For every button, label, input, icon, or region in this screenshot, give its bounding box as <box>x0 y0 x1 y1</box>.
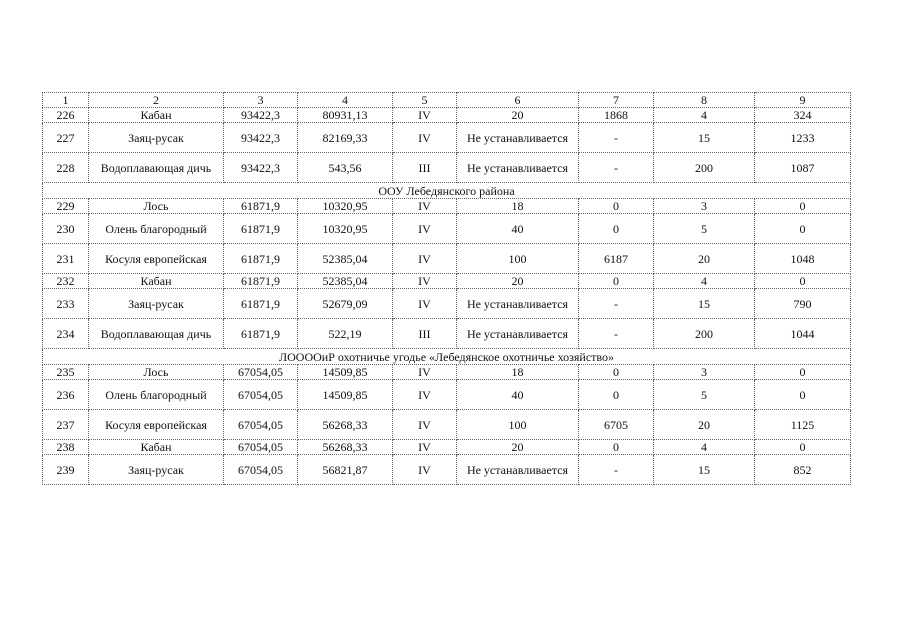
hunting-resources-table <box>42 92 851 485</box>
section-row <box>43 349 851 365</box>
table-cell: 233 <box>43 289 89 319</box>
table-cell: Кабан <box>89 440 224 455</box>
table-cell: 61871,9 <box>224 199 298 214</box>
table-cell: IV <box>393 244 457 274</box>
table-cell: 56821,87 <box>298 455 393 485</box>
table-cell: 20 <box>457 108 579 123</box>
table-cell: 20 <box>654 410 755 440</box>
table-cell: 226 <box>43 108 89 123</box>
table-cell: 52385,04 <box>298 244 393 274</box>
header-cell: 5 <box>393 93 457 108</box>
table-cell: 0 <box>579 440 654 455</box>
section-title: ООУ Лебедянского района <box>43 183 851 199</box>
table-cell: - <box>579 319 654 349</box>
table-cell: 56268,33 <box>298 410 393 440</box>
table-cell: 235 <box>43 365 89 380</box>
table-cell: 0 <box>755 380 851 410</box>
table-cell: 100 <box>457 410 579 440</box>
table-cell: - <box>579 289 654 319</box>
table-row <box>43 455 851 485</box>
table-cell: - <box>579 455 654 485</box>
table-cell: 61871,9 <box>224 289 298 319</box>
table-row <box>43 153 851 183</box>
table-cell: IV <box>393 365 457 380</box>
table-cell: 18 <box>457 365 579 380</box>
table-cell: 67054,05 <box>224 410 298 440</box>
table-cell: Не устанавливается <box>457 455 579 485</box>
table-cell: 10320,95 <box>298 199 393 214</box>
table-cell: 0 <box>579 214 654 244</box>
table-cell: 543,56 <box>298 153 393 183</box>
table-cell: 20 <box>457 440 579 455</box>
table-cell: 0 <box>755 365 851 380</box>
table-cell: 61871,9 <box>224 274 298 289</box>
table-row <box>43 410 851 440</box>
table-row <box>43 365 851 380</box>
table-row <box>43 380 851 410</box>
table-cell: Кабан <box>89 274 224 289</box>
table-cell: 1087 <box>755 153 851 183</box>
table-cell: 93422,3 <box>224 123 298 153</box>
table-cell: Не устанавливается <box>457 153 579 183</box>
table-row <box>43 274 851 289</box>
table-cell: 0 <box>755 274 851 289</box>
table-cell: 6187 <box>579 244 654 274</box>
table-cell: 14509,85 <box>298 365 393 380</box>
table-cell: 230 <box>43 214 89 244</box>
table-cell: 56268,33 <box>298 440 393 455</box>
table-cell: 852 <box>755 455 851 485</box>
header-cell: 8 <box>654 93 755 108</box>
table-cell: Олень благородный <box>89 380 224 410</box>
table-cell: Олень благородный <box>89 214 224 244</box>
table-cell: IV <box>393 123 457 153</box>
table-cell: 80931,13 <box>298 108 393 123</box>
table-cell: Не устанавливается <box>457 123 579 153</box>
table-cell: 40 <box>457 380 579 410</box>
table-cell: Не устанавливается <box>457 319 579 349</box>
table-cell: 61871,9 <box>224 214 298 244</box>
header-cell: 9 <box>755 93 851 108</box>
table-body <box>43 93 851 485</box>
table-cell: 200 <box>654 153 755 183</box>
table-cell: 93422,3 <box>224 153 298 183</box>
table-cell: 0 <box>579 274 654 289</box>
table-cell: 61871,9 <box>224 319 298 349</box>
table-cell: 324 <box>755 108 851 123</box>
table-cell: 0 <box>579 365 654 380</box>
header-cell: 4 <box>298 93 393 108</box>
table-cell: 228 <box>43 153 89 183</box>
table-cell: 1044 <box>755 319 851 349</box>
table-cell: IV <box>393 214 457 244</box>
table-cell: Заяц-русак <box>89 455 224 485</box>
table-cell: IV <box>393 274 457 289</box>
table-cell: Косуля европейская <box>89 244 224 274</box>
table-cell: 238 <box>43 440 89 455</box>
table-cell: 3 <box>654 365 755 380</box>
table-cell: 790 <box>755 289 851 319</box>
table-cell: 14509,85 <box>298 380 393 410</box>
table-cell: 5 <box>654 214 755 244</box>
header-cell: 1 <box>43 93 89 108</box>
table-cell: 1048 <box>755 244 851 274</box>
table-cell: 1233 <box>755 123 851 153</box>
table-cell: Кабан <box>89 108 224 123</box>
table-cell: 229 <box>43 199 89 214</box>
table-cell: IV <box>393 380 457 410</box>
table-row <box>43 199 851 214</box>
table-cell: III <box>393 319 457 349</box>
table-cell: 4 <box>654 274 755 289</box>
table-cell: 0 <box>579 380 654 410</box>
table-cell: 67054,05 <box>224 380 298 410</box>
table-cell: 20 <box>654 244 755 274</box>
table-cell: 67054,05 <box>224 365 298 380</box>
table-row <box>43 289 851 319</box>
table-cell: 239 <box>43 455 89 485</box>
table-row <box>43 440 851 455</box>
table-cell: 15 <box>654 289 755 319</box>
table-cell: 4 <box>654 108 755 123</box>
table-cell: 234 <box>43 319 89 349</box>
table-cell: Заяц-русак <box>89 289 224 319</box>
table-cell: IV <box>393 289 457 319</box>
table-cell: 0 <box>755 214 851 244</box>
table-cell: 0 <box>579 199 654 214</box>
table-row <box>43 319 851 349</box>
table-cell: Лось <box>89 365 224 380</box>
table-cell: IV <box>393 108 457 123</box>
table-cell: III <box>393 153 457 183</box>
table-cell: 522,19 <box>298 319 393 349</box>
table-cell: 5 <box>654 380 755 410</box>
table-row <box>43 214 851 244</box>
table-cell: - <box>579 153 654 183</box>
header-row <box>43 93 851 108</box>
table-cell: 227 <box>43 123 89 153</box>
table-cell: Косуля европейская <box>89 410 224 440</box>
table-row <box>43 123 851 153</box>
table-cell: 18 <box>457 199 579 214</box>
table-cell: Водоплавающая дичь <box>89 153 224 183</box>
table-cell: Не устанавливается <box>457 289 579 319</box>
table-cell: 15 <box>654 455 755 485</box>
header-cell: 3 <box>224 93 298 108</box>
header-cell: 6 <box>457 93 579 108</box>
section-title: ЛООООиР охотничье угодье «Лебедянское охотничье хозяйство» <box>43 349 851 365</box>
table-cell: Водоплавающая дичь <box>89 319 224 349</box>
table-cell: IV <box>393 410 457 440</box>
header-cell: 7 <box>579 93 654 108</box>
table-cell: 200 <box>654 319 755 349</box>
table-cell: Заяц-русак <box>89 123 224 153</box>
table-cell: 20 <box>457 274 579 289</box>
table-cell: 82169,33 <box>298 123 393 153</box>
table-cell: 1868 <box>579 108 654 123</box>
table-cell: 3 <box>654 199 755 214</box>
table-row <box>43 108 851 123</box>
table-cell: 15 <box>654 123 755 153</box>
table-cell: 100 <box>457 244 579 274</box>
table-cell: IV <box>393 199 457 214</box>
table-row <box>43 244 851 274</box>
table-cell: 232 <box>43 274 89 289</box>
table-cell: 67054,05 <box>224 440 298 455</box>
section-row <box>43 183 851 199</box>
table-cell: 237 <box>43 410 89 440</box>
table-cell: 93422,3 <box>224 108 298 123</box>
table-cell: Лось <box>89 199 224 214</box>
table-cell: 0 <box>755 199 851 214</box>
table-cell: 40 <box>457 214 579 244</box>
header-cell: 2 <box>89 93 224 108</box>
table-cell: 236 <box>43 380 89 410</box>
table-cell: 52385,04 <box>298 274 393 289</box>
table-cell: 1125 <box>755 410 851 440</box>
table-cell: 4 <box>654 440 755 455</box>
table-cell: 0 <box>755 440 851 455</box>
table-cell: 61871,9 <box>224 244 298 274</box>
table-cell: - <box>579 123 654 153</box>
table-cell: IV <box>393 440 457 455</box>
table-cell: 10320,95 <box>298 214 393 244</box>
table-cell: IV <box>393 455 457 485</box>
table-cell: 6705 <box>579 410 654 440</box>
table-cell: 52679,09 <box>298 289 393 319</box>
table-cell: 231 <box>43 244 89 274</box>
table-cell: 67054,05 <box>224 455 298 485</box>
